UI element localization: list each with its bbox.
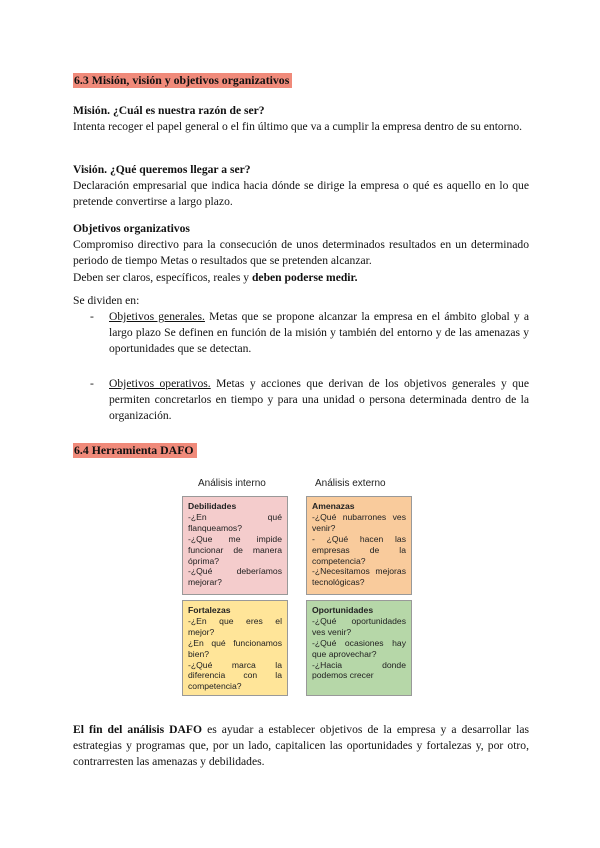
list-item-term: Objetivos operativos. [109,376,211,390]
box-line: ves venir? [312,626,352,637]
fortalezas-title: Fortalezas [188,605,231,615]
box-line: -¿Qué marca la [188,659,282,670]
mision-text: Intenta recoger el papel general o el fin último que va a cumplir la empresa dentro de su entorno. [73,120,523,134]
box-line: -¿En qué [188,511,282,522]
list-item-text: Metas que se propone alcanzar la empresa en el ámbito global y a largo plazo Se definen en función de la misión y también del entorno y de las amenazas y oportunidades que se detectan. [109,310,529,356]
vision-block [73,162,529,211]
box-line: -¿Hacia donde [312,659,406,670]
box-line: -¿En que eres el [188,615,282,626]
dafo-diagram [178,476,424,707]
fortalezas-box [182,600,288,696]
dividen-label: Se dividen en: [73,293,140,307]
box-line: competencia? [188,681,242,692]
section-title-6-4: 6.4 Herramienta DAFO [73,443,197,458]
box-line: que aprovechar? [312,648,377,659]
box-line: -¿Qué oportunidades [312,615,406,626]
list-item [73,376,529,425]
box-line: ¿En qué funcionamos [188,637,282,648]
box-line: -¿Necesitamos mejoras [312,566,406,577]
box-line: -¿Qué ocasiones hay [312,637,406,648]
box-line: empresas de la [312,544,406,555]
box-line: bien? [188,648,210,659]
box-line: funcionar de manera [188,544,282,555]
box-line: óprima? [188,555,220,566]
box-line: -¿Que me impide [188,533,282,544]
section-title-6-3: 6.3 Misión, visión y objetivos organizativos [73,73,292,88]
list-item-term: Objetivos generales. [109,310,205,324]
box-line: diferencia con la [188,670,282,681]
conclusion-block [73,722,529,771]
box-line: competencia? [312,555,366,566]
col-header-interno: Análisis interno [198,478,266,489]
mision-heading: Misión. ¿Cuál es nuestra razón de ser? [73,104,265,117]
objetivos-text: Compromiso directivo para la consecución de unos determinados resultados en un determinado periodo de tiempo Metas o resultados que se pretenden alcanzar. [73,238,529,268]
box-line: mejor? [188,626,215,637]
requirements-bold: deben poderse medir. [251,270,358,284]
box-line: -¿Qué deberíamos [188,566,282,577]
box-line: venir? [312,522,336,533]
oportunidades-title: Oportunidades [312,605,374,615]
box-line: mejorar? [188,577,222,588]
amenazas-box [306,496,412,595]
vision-heading: Visión. ¿Qué queremos llegar a ser? [73,163,251,176]
conclusion-bold: El fin del análisis DAFO [73,723,203,736]
list-item [73,309,529,358]
dash-bullet: - [90,376,94,390]
box-line: flanqueamos? [188,522,242,533]
objetivos-heading: Objetivos organizativos [73,222,190,235]
debilidades-title: Debilidades [188,501,237,511]
objetivos-requirements [73,270,529,286]
box-line: -¿Qué nubarrones ves [312,511,406,522]
dash-bullet: - [90,310,94,324]
box-line: - ¿Qué hacen las [312,533,406,544]
requirements-text: Deben ser claros, específicos, reales y [73,270,252,284]
box-line: podemos crecer [312,670,374,681]
oportunidades-box [306,600,412,696]
debilidades-box [182,496,288,595]
conclusion-text [73,722,529,771]
box-line: tecnológicas? [312,577,365,588]
objetivos-list [73,309,529,424]
vision-text: Declaración empresarial que indica hacia dónde se dirige la empresa o qué es aquello en lo que pretende convertirse a largo plazo. [73,179,529,209]
conclusion-body: es ayudar a establecer objetivos de la empresa y a desarrollar las estrategias y programas que, por un lado, capitalicen las oportunidades y fortalezas y, por otro, contrarresten las amenazas y debilidades. [73,723,529,769]
col-header-externo: Análisis externo [315,478,386,489]
objetivos-block [73,221,529,424]
list-item-text: Metas y acciones que derivan de los objetivos generales y que permiten concretarlos en tiempo y para una unidad o persona determinada dentro de la organización. [109,376,529,423]
amenazas-title: Amenazas [312,501,355,511]
mision-block [73,103,529,135]
